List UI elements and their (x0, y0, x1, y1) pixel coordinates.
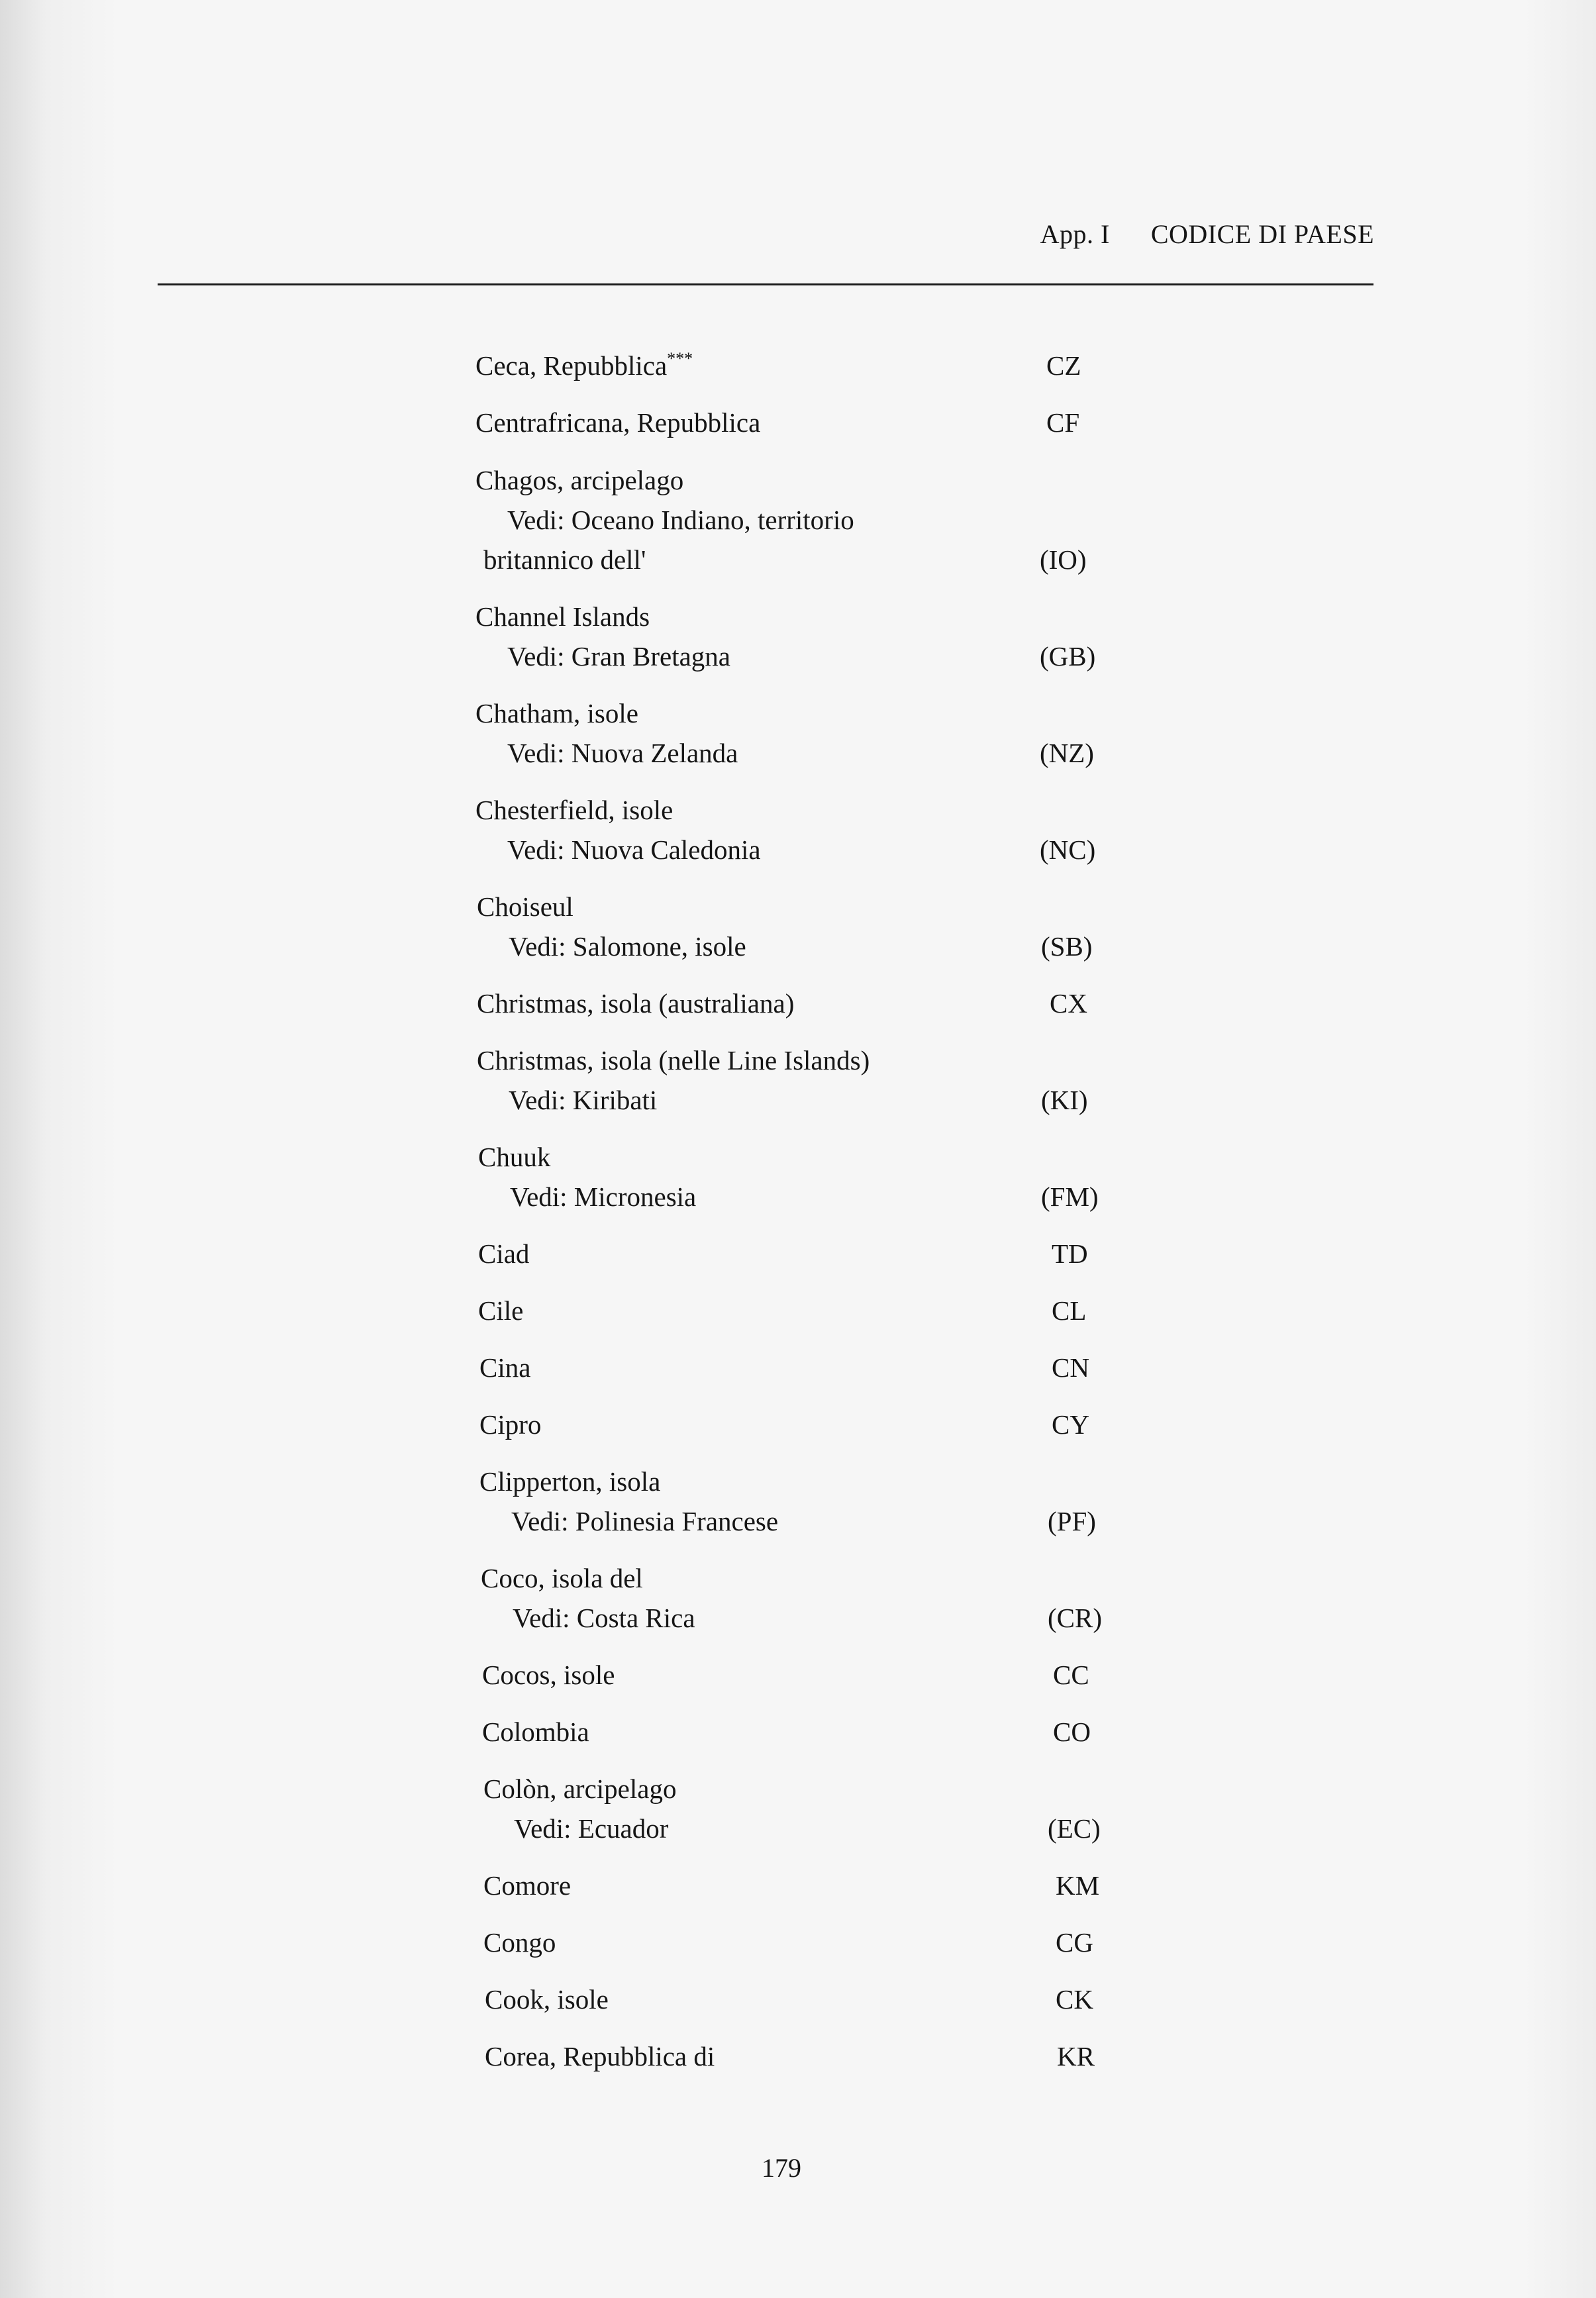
entry-code: (PF) (1048, 1506, 1096, 1536)
entry-name: Colòn, arcipelago (483, 1773, 677, 1804)
entry-name: Choiseul (477, 891, 574, 922)
entry-name: Corea, Repubblica di (485, 2041, 715, 2072)
entry-name: Chesterfield, isole (475, 795, 673, 825)
entry-see-also: Vedi: Nuova Zelanda (507, 738, 738, 768)
entry-code: CZ (1046, 350, 1081, 381)
entry-code: (IO) (1040, 544, 1087, 575)
entry-name: Channel Islands (475, 601, 650, 632)
entry-name: Colombia (482, 1717, 589, 1747)
entry-see-also-cont: britannico dell' (483, 544, 646, 575)
entry-code: (GB) (1040, 641, 1096, 672)
entry-name: Christmas, isola (nelle Line Islands) (477, 1045, 870, 1075)
entry-code: (CR) (1048, 1603, 1102, 1633)
entry-code: CK (1056, 1984, 1093, 2015)
entry-code: KM (1056, 1870, 1100, 1901)
entry-name: Cina (479, 1352, 531, 1383)
entry-name: Clipperton, isola (479, 1466, 661, 1497)
section-title: CODICE DI PAESE (1150, 219, 1374, 249)
entry-name: Centrafricana, Repubblica (475, 407, 761, 438)
entry-name: Cocos, isole (482, 1660, 615, 1690)
entry-code: CY (1052, 1409, 1089, 1440)
entry-code: TD (1052, 1238, 1088, 1269)
entry-name: Cook, isole (485, 1984, 609, 2015)
entry-name: Cile (478, 1295, 524, 1326)
entry-name: Comore (483, 1870, 572, 1901)
entry-name: Ceca, Repubblica*** (475, 349, 693, 381)
entry-code: CO (1053, 1717, 1091, 1747)
entry-code: (FM) (1041, 1181, 1099, 1212)
appendix-label: App. I (1040, 219, 1110, 249)
entry-see-also: Vedi: Costa Rica (513, 1603, 695, 1633)
entry-name: Chatham, isole (475, 698, 638, 728)
entry-code: KR (1057, 2041, 1095, 2072)
entry-code: CN (1052, 1352, 1089, 1383)
entry-see-also: Vedi: Kiribati (509, 1085, 658, 1115)
entry-code: (SB) (1041, 931, 1093, 962)
entry-see-also: Vedi: Ecuador (514, 1813, 669, 1844)
entry-name: Chagos, arcipelago (475, 465, 684, 495)
entry-code: CC (1053, 1660, 1089, 1690)
entry-name: Coco, isola del (481, 1563, 643, 1593)
entry-code: CF (1046, 407, 1080, 438)
entry-see-also: Vedi: Polinesia Francese (511, 1506, 779, 1536)
entry-see-also: Vedi: Micronesia (510, 1181, 697, 1212)
entry-code: (KI) (1041, 1085, 1088, 1115)
entry-see-also: Vedi: Gran Bretagna (507, 641, 730, 672)
entry-code: CL (1052, 1295, 1087, 1326)
entry-code: (NZ) (1040, 738, 1094, 768)
entry-code: CX (1050, 988, 1087, 1019)
entry-see-also: Vedi: Salomone, isole (509, 931, 746, 962)
page-number: 179 (762, 2153, 801, 2183)
entry-name: Congo (483, 1927, 556, 1958)
entry-name: Cipro (479, 1409, 542, 1440)
entry-name: Chuuk (478, 1142, 551, 1172)
entry-code: (NC) (1040, 834, 1096, 865)
entry-name: Christmas, isola (australiana) (477, 988, 795, 1019)
entry-code: CG (1056, 1927, 1093, 1958)
entry-code: (EC) (1048, 1813, 1101, 1844)
entry-name: Ciad (478, 1238, 530, 1269)
entry-see-also: Vedi: Nuova Caledonia (507, 834, 761, 865)
entry-see-also: Vedi: Oceano Indiano, territorio (507, 505, 854, 535)
